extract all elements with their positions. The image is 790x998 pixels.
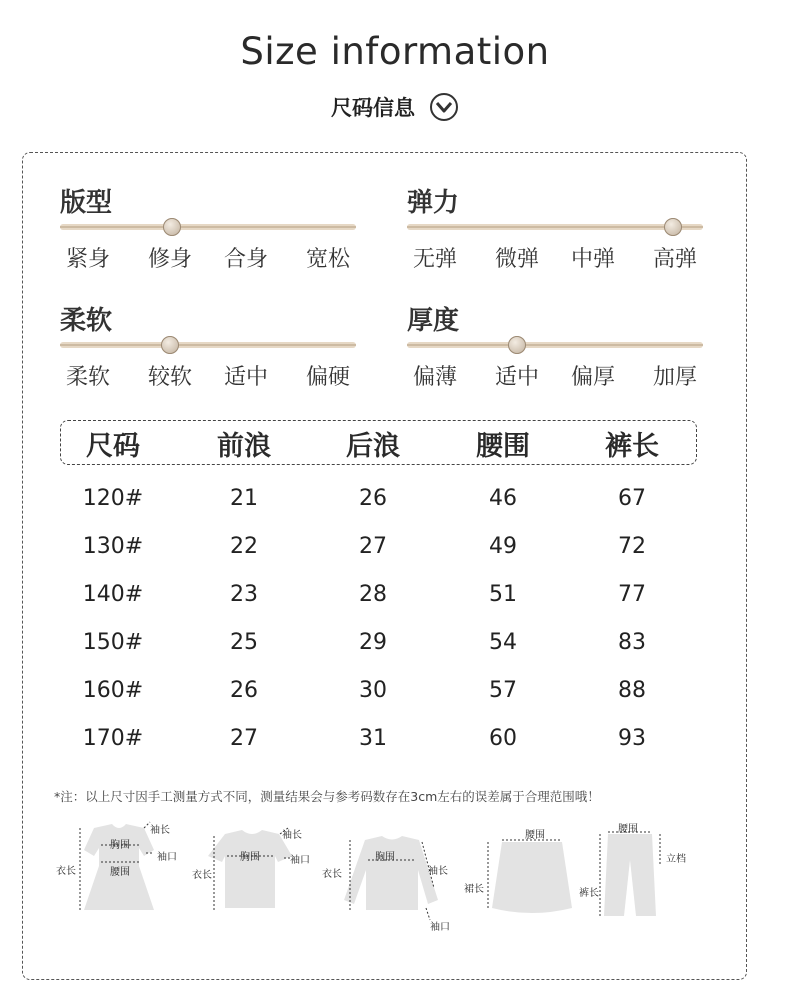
- slider-thickness: [407, 300, 707, 390]
- slider-knob: [161, 336, 179, 354]
- slider-option: 修身: [147, 247, 193, 272]
- dress-cuff-label: 袖口: [157, 852, 177, 863]
- pants-diagram: [590, 818, 710, 923]
- sweater-diagram: [320, 830, 460, 930]
- table-header-cell: 裤长: [605, 431, 659, 462]
- table-cell: 67: [618, 486, 646, 511]
- table-cell: 27: [359, 534, 387, 559]
- slider-option: 较软: [147, 365, 193, 390]
- table-cell: 26: [230, 678, 258, 703]
- tshirt-sleeve-label: 袖长: [282, 830, 302, 841]
- table-cell: 54: [489, 630, 517, 655]
- table-cell: 72: [618, 534, 646, 559]
- slider-label: 版型: [60, 188, 113, 218]
- table-cell: 140#: [82, 582, 144, 607]
- dress-length-label: 衣长: [56, 866, 76, 877]
- table-cell: 29: [359, 630, 387, 655]
- slider-option: 偏硬: [305, 365, 351, 390]
- skirt-waist-label: 腰围: [525, 830, 545, 841]
- slider-option: 适中: [494, 365, 540, 390]
- sweater-chest-label: 胸围: [375, 852, 395, 863]
- chevron-down-circle-icon: [429, 92, 459, 122]
- table-cell: 130#: [82, 534, 144, 559]
- slider-track: [60, 342, 356, 348]
- table-cell: 27: [230, 726, 258, 751]
- slider-option: 无弹: [412, 247, 458, 272]
- dress-sleeve-label: 袖长: [150, 825, 170, 836]
- slider-label: 弹力: [407, 188, 460, 218]
- slider-option: 柔软: [65, 365, 111, 390]
- slider-option: 偏薄: [412, 365, 458, 390]
- dress-chest-label: 胸围: [110, 840, 130, 851]
- table-cell: 49: [489, 534, 517, 559]
- slider-label: 柔软: [60, 306, 113, 336]
- table-cell: 26: [359, 486, 387, 511]
- slider-softness: [60, 300, 360, 390]
- table-cell: 25: [230, 630, 258, 655]
- table-cell: 83: [618, 630, 646, 655]
- slider-fit: [60, 182, 360, 272]
- table-cell: 60: [489, 726, 517, 751]
- slider-track: [407, 342, 703, 348]
- table-cell: 93: [618, 726, 646, 751]
- table-cell: 88: [618, 678, 646, 703]
- table-cell: 22: [230, 534, 258, 559]
- sweater-cuff-label: 袖口: [430, 922, 450, 933]
- subtitle-row: [0, 92, 790, 122]
- table-cell: 57: [489, 678, 517, 703]
- table-cell: 30: [359, 678, 387, 703]
- slider-track: [60, 224, 356, 230]
- table-cell: 46: [489, 486, 517, 511]
- table-header-cell: 腰围: [476, 431, 530, 462]
- slider-option: 加厚: [652, 365, 698, 390]
- table-cell: 21: [230, 486, 258, 511]
- tshirt-cuff-label: 袖口: [290, 855, 310, 866]
- page-title: Size information: [240, 30, 550, 73]
- tshirt-chest-label: 胸围: [240, 852, 260, 863]
- sweater-sleeve-label: 袖长: [428, 866, 448, 877]
- table-cell: 51: [489, 582, 517, 607]
- slider-label: 厚度: [407, 306, 460, 336]
- slider-knob: [508, 336, 526, 354]
- tshirt-length-label: 衣长: [192, 870, 212, 881]
- skirt-length-label: 裙长: [464, 884, 484, 895]
- slider-option: 偏厚: [570, 365, 616, 390]
- table-cell: 23: [230, 582, 258, 607]
- slider-track: [407, 224, 703, 230]
- slider-option: 微弹: [494, 247, 540, 272]
- pants-length-label: 裤长: [579, 888, 599, 899]
- table-cell: 120#: [82, 486, 144, 511]
- slider-option: 宽松: [305, 247, 351, 272]
- subtitle-text: 尺码信息: [331, 96, 415, 120]
- table-cell: 170#: [82, 726, 144, 751]
- table-header-cell: 前浪: [217, 431, 271, 462]
- table-cell: 160#: [82, 678, 144, 703]
- slider-option: 紧身: [65, 247, 111, 272]
- measurement-note: *注：以上尺寸因手工测量方式不同，测量结果会与参考码数存在3cm左右的误差属于合理范围哦！: [54, 789, 600, 804]
- table-header-cell: 后浪: [346, 431, 400, 462]
- slider-option: 合身: [223, 247, 269, 272]
- pants-waist-label: 腰围: [618, 824, 638, 835]
- slider-option: 高弹: [652, 247, 698, 272]
- table-cell: 77: [618, 582, 646, 607]
- table-cell: 28: [359, 582, 387, 607]
- table-cell: 150#: [82, 630, 144, 655]
- table-header-cell: 尺码: [86, 431, 140, 462]
- slider-option: 适中: [223, 365, 269, 390]
- slider-elasticity: [407, 182, 707, 272]
- sweater-length-label: 衣长: [322, 869, 342, 880]
- table-cell: 31: [359, 726, 387, 751]
- slider-option: 中弹: [570, 247, 616, 272]
- pants-rise-label: 立档: [666, 854, 686, 865]
- dress-waist-label: 腰围: [110, 867, 130, 878]
